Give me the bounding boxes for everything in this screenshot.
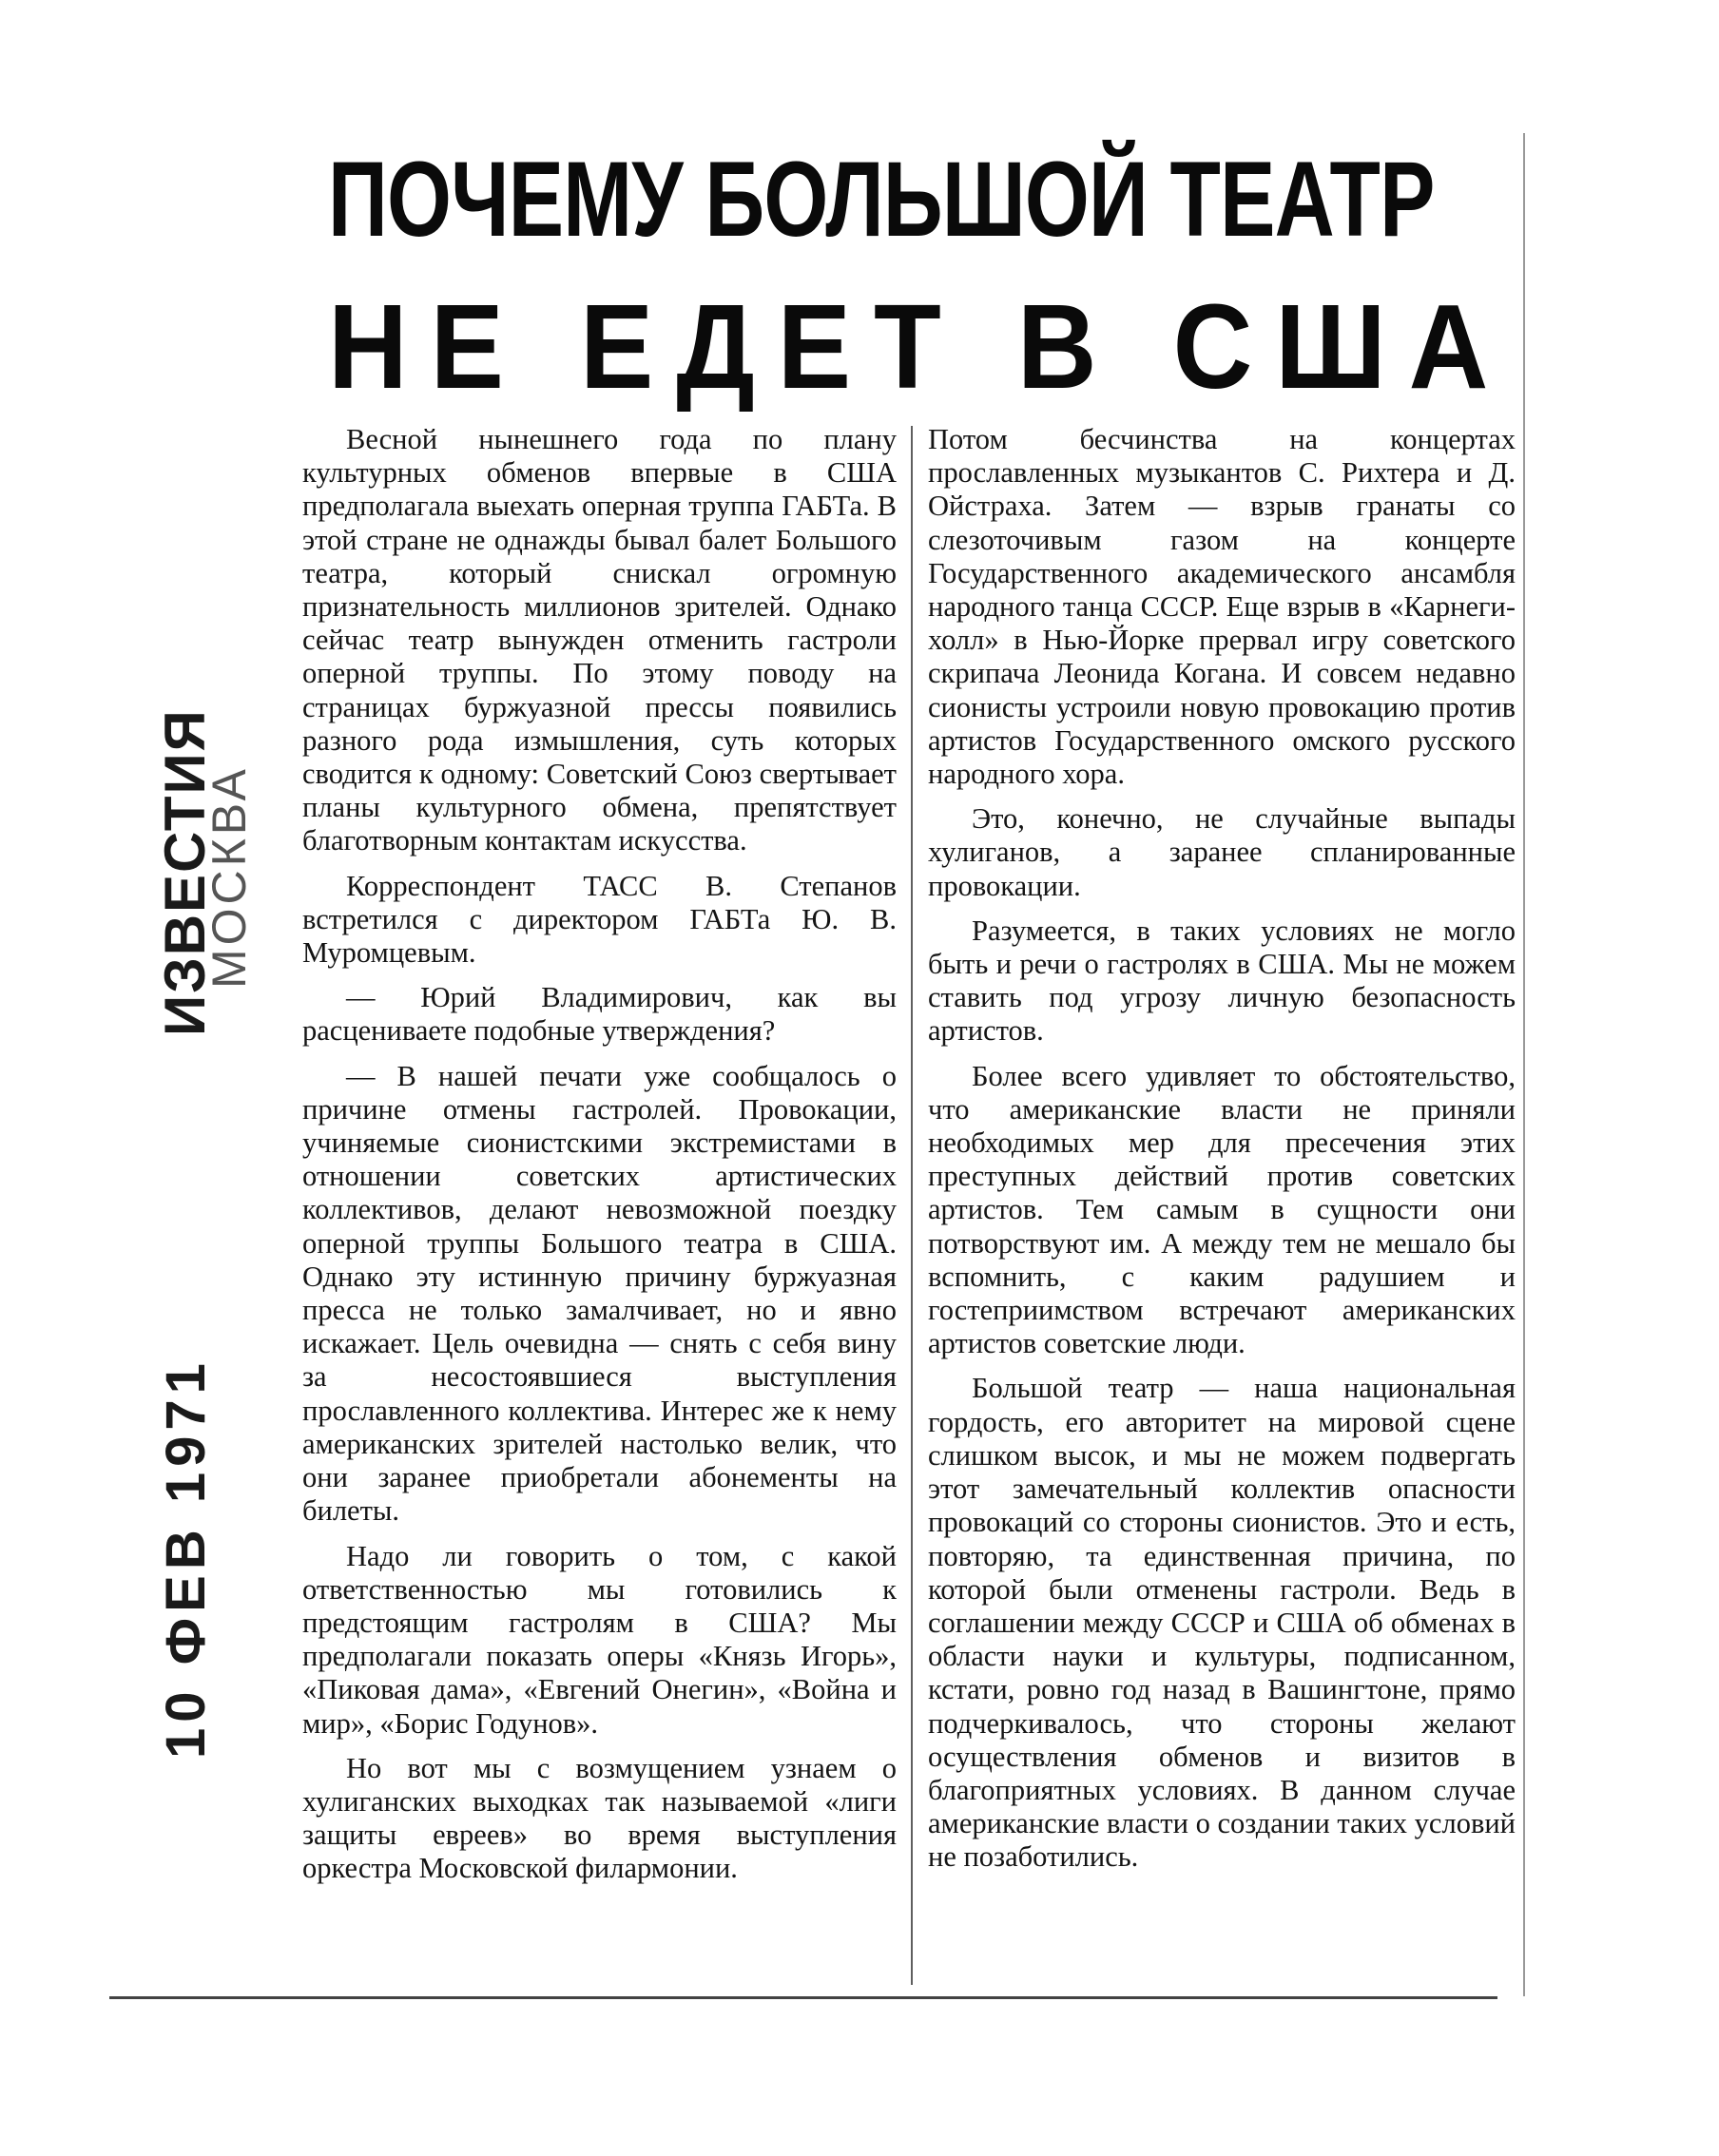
article-column-left: [302, 423, 897, 1897]
newspaper-name-stamp: ИЗВЕСТИЯ: [153, 708, 217, 1036]
date-stamp: 10 ФЕВ 1971: [155, 1357, 217, 1759]
article-paragraph: Корреспондент ТАСС В. Степанов встретился с директором ГАБТа Ю. В. Муромцевым.: [302, 869, 897, 970]
article-paragraph: Надо ли говорить о том, с какой ответственностью мы готовились к предстоящим гастролям в США? Мы предполагали показать оперы «Князь Игорь», «Пиковая дама», «Евгений Онегин», «Война и мир», «Борис Годунов».: [302, 1539, 897, 1740]
article-paragraph: Потом бесчинства на концертах прославленных музыкантов С. Рихтера и Д. Ойстраха. Затем — взрыв гранаты со слезоточивым газом на концерте Государственного академического ансамбля народного танца СССР. Еще взрыв в «Карнеги-холл» в Нью-Йорке прервал игру советского скрипача Леонида Когана. И совсем недавно сионисты устроили новую провокацию против артистов Государственного омского русского народного хора.: [928, 423, 1516, 791]
bottom-rule: [109, 1996, 1497, 1999]
article-paragraph: Это, конечно, не случайные выпады хулиганов, а заранее спланированные провокации.: [928, 802, 1516, 902]
article-paragraph: Большой театр — наша национальная гордость, его авторитет на мировой сцене слишком высок, и мы не можем подвергать этот замечательный коллектив опасности провокаций со стороны сионистов. Это и есть, повторяю, та единственная причина, по которой были отменены гастроли. Ведь в соглашении между СССР и США об обменах в области науки и культуры, подписанном, кстати, ровно год назад в Вашингтоне, прямо подчеркивалось, что стороны желают осуществления обменов и визитов в благоприятных условиях. В данном случае американские власти о создании таких условий не позаботились.: [928, 1372, 1516, 1874]
article-paragraph: Более всего удивляет то обстоятельство, что американские власти не приняли необходимых мер для пресечения этих преступных действий против советских артистов. Тем самым в сущности они потворствуют им. А между тем не мешало бы вспомнить, с каким радушием и гостеприимством встречают американских артистов советские люди.: [928, 1059, 1516, 1360]
article-paragraph: Весной нынешнего года по плану культурных обменов впервые в США предполагала выехать оперная труппа ГАБТа. В этой стране не однажды бывал балет Большого театра, который снискал огромную признательность миллионов зрителей. Однако сейчас театр вынужден отменить гастроли оперной труппы. По этому поводу на страницах буржуазной прессы появились разного рода измышления, суть которых сводится к одному: Советский Союз свертывает планы культурного обмена, препятствует благотворным контактам искусства.: [302, 423, 897, 857]
article-column-right: [928, 423, 1516, 1886]
column-divider: [911, 426, 913, 1985]
headline-line-2: НЕ ЕДЕТ В США: [328, 279, 1512, 414]
headline-line-1: ПОЧЕМУ БОЛЬШОЙ ТЕАТР: [328, 140, 1435, 259]
article-paragraph: — Юрий Владимирович, как вы расцениваете подобные утверждения?: [302, 981, 897, 1048]
article-paragraph: Разумеется, в таких условиях не могло быть и речи о гастролях в США. Мы не можем ставить под угрозу личную безопасность артистов.: [928, 914, 1516, 1048]
article-paragraph: Но вот мы с возмущением узнаем о хулиганских выходках так называемой «лиги защиты евреев» во время выступления оркестра Московской филармонии.: [302, 1751, 897, 1885]
article-paragraph: — В нашей печати уже сообщалось о причине отмены гастролей. Провокации, учиняемые сионистскими экстремистами в отношении советских артистических коллективов, делают невозможной поездку оперной труппы Большого театра в США. Однако эту истинную причину буржуазная пресса не только замалчивает, но и явно искажает. Цель очевидна — снять с себя вину за несостоявшиеся выступления прославленного коллектива. Интерес же к нему американских зрителей настолько велик, что они заранее приобретали абонементы на билеты.: [302, 1059, 897, 1528]
city-stamp: МОСКВА: [203, 765, 256, 989]
clipping-edge: [1523, 133, 1525, 1996]
